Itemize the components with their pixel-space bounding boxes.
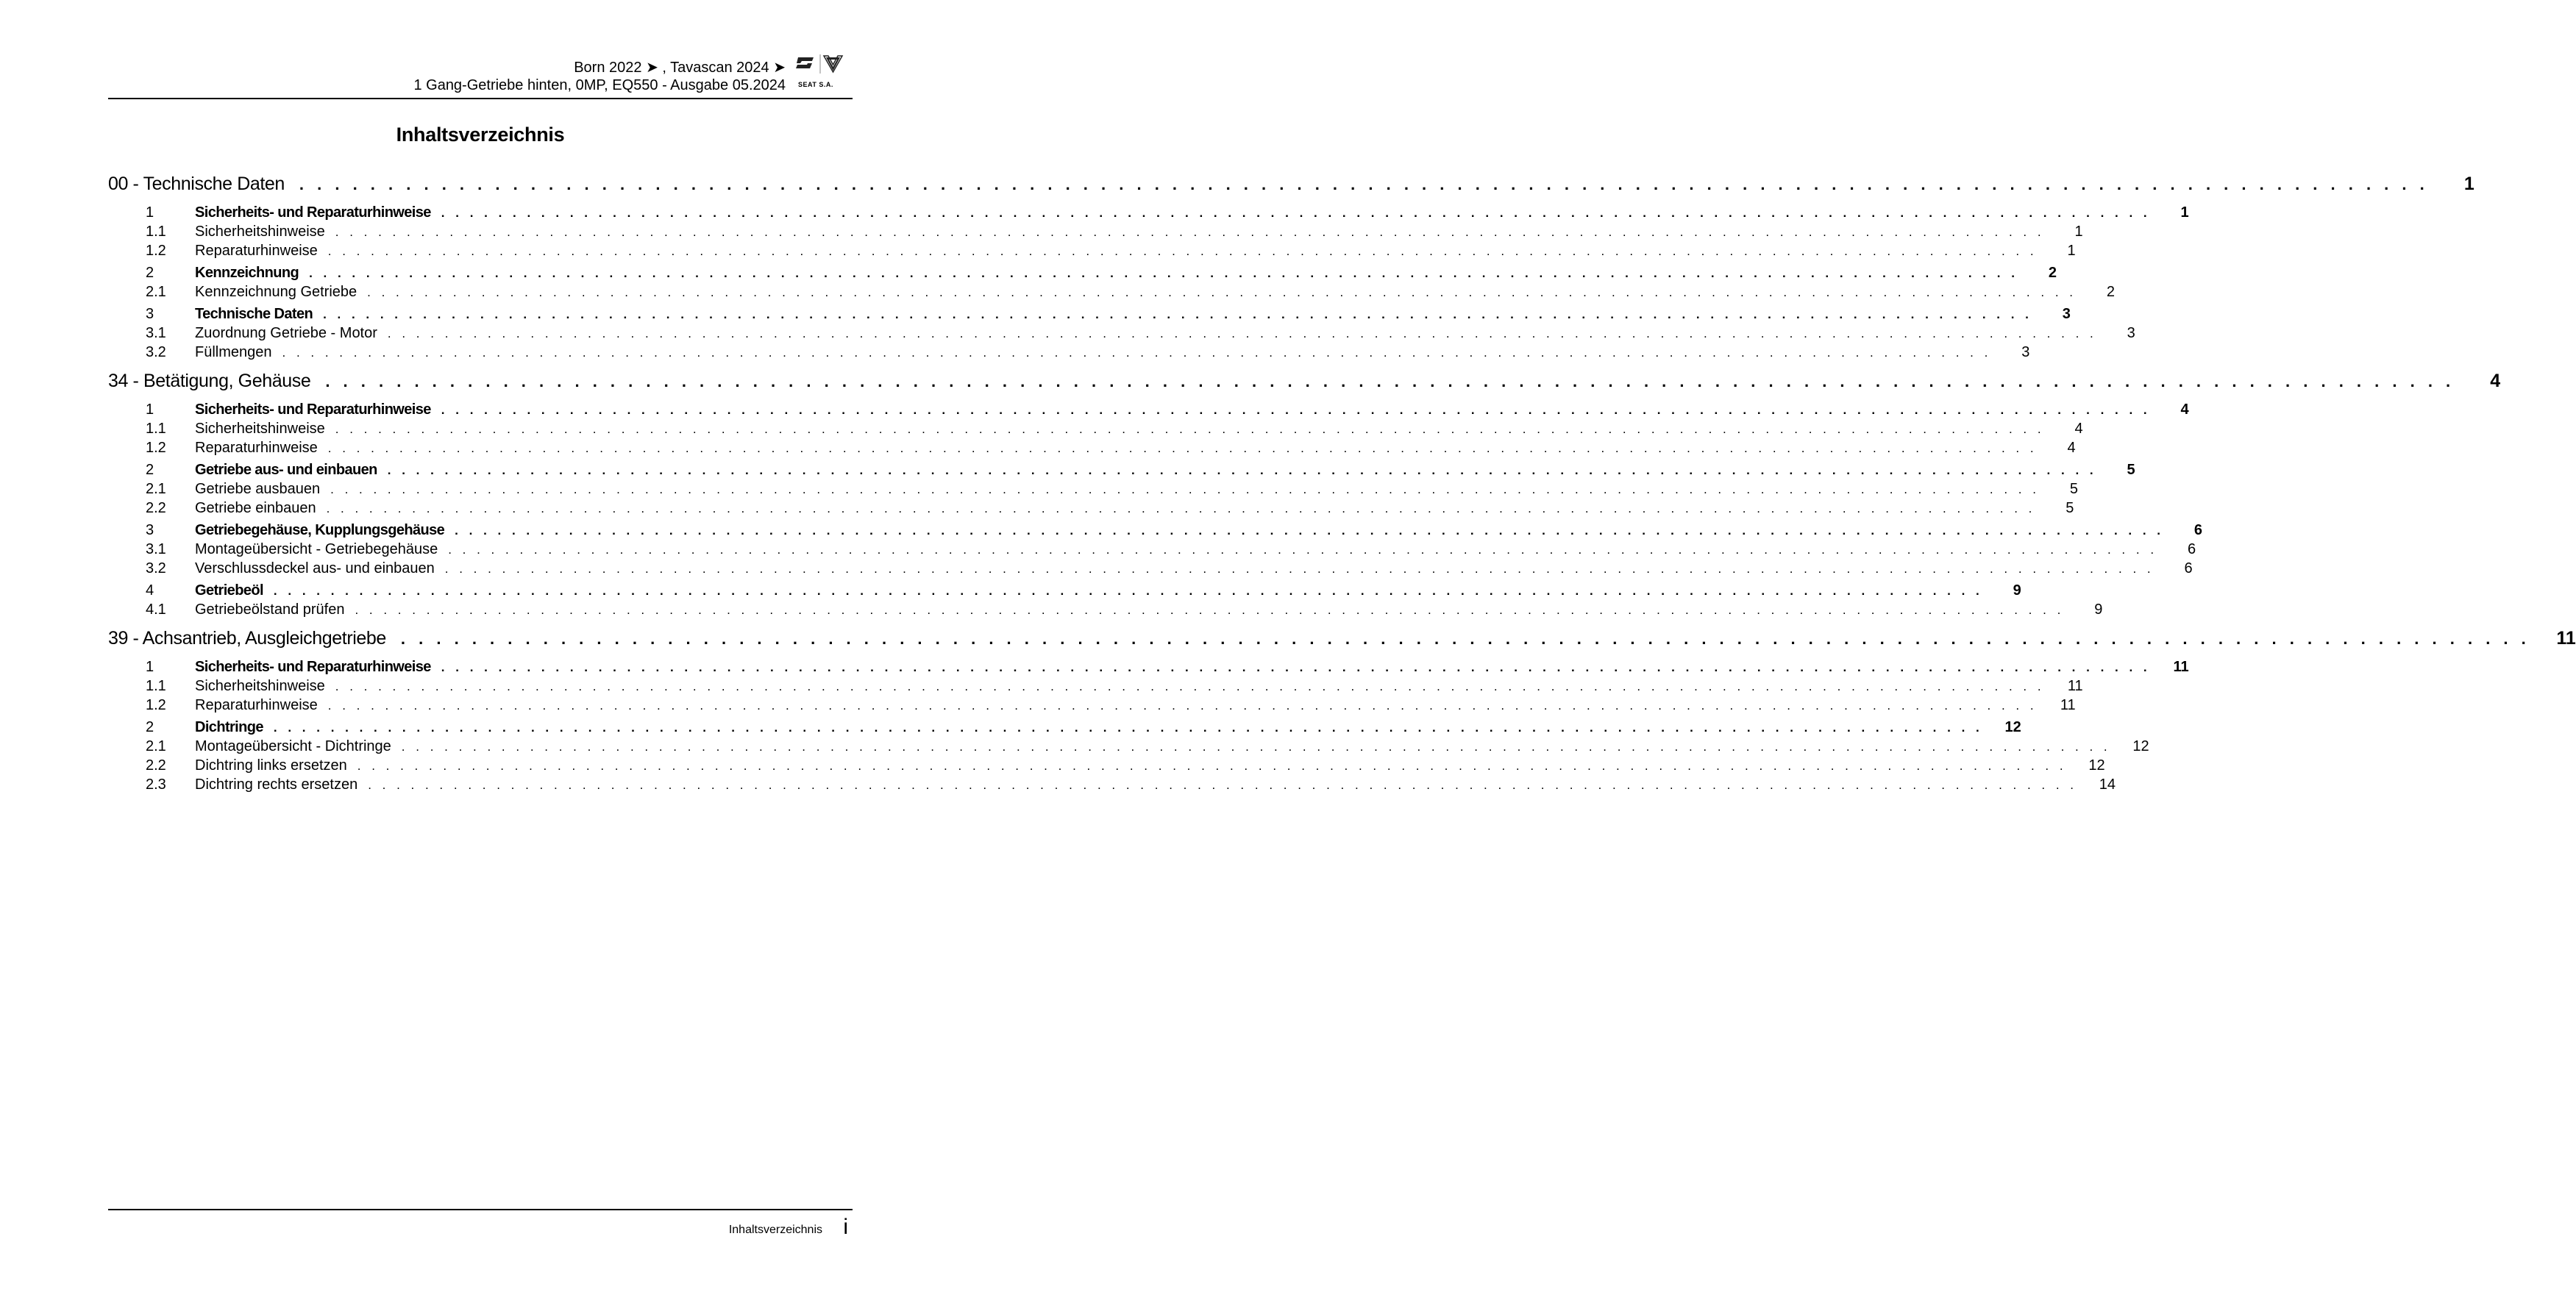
leader-dots: . . . . . . . . . . . . . . . . . . . . . . . . . . . . . . . . . . . . . . . . . . . . . . . . . . . . . . . . . . . . . . . . . . . . . . . . . . . . . . . . . . . . . . . . . . . . . . . . . . . . . . . . . . . . . . . . . . . . . . . . (455, 524, 2165, 538)
section-page: 3 (2062, 306, 2071, 322)
subsection-page: 1 (2067, 243, 2076, 259)
section-label: Dichtringe (195, 719, 263, 735)
subsection-label: Getriebe einbauen (195, 500, 316, 516)
leader-dots: . . . . . . . . . . . . . . . . . . . . . . . . . . . . . . . . . . . . . . . . . . . . . . . . . . . . . . . . . . . . . . . . . . . . . . . . . . . . . . . . . . . . . . . . . . . . . . . . . . . . . . . . . . . . . . . . . . . . . . . . (448, 543, 2158, 557)
subsection-page: 11 (2060, 697, 2076, 713)
toc-chapter-entry[interactable] (108, 371, 2501, 399)
leader-dots: . . . . . . . . . . . . . . . . . . . . . . . . . . . . . . . . . . . . . . . . . . . . . . . . . . . . . . . . . . . . . . . . . . . . . . . . . . . . . . . . . . . . . . . . . . . . . . . . . . . . . . . . . . . . . . . . . . . . . . . . (326, 501, 2036, 515)
running-header (413, 59, 786, 94)
toc-subsection-entry[interactable] (108, 481, 2078, 500)
leader-dots: . . . . . . . . . . . . . . . . . . . . . . . . . . . . . . . . . . . . . . . . . . . . . . . . . . . . . . . . . . . . . . . . . . . . . . . . . . . . . . . . . . . . . . . . . . . . . . . . . . . . . . . . . . . . . . . . . . . . . . . . (387, 326, 2097, 340)
leader-dots: . . . . . . . . . . . . . . . . . . . . . . . . . . . . . . . . . . . . . . . . . . . . . . . . . . . . . . . . . . . . . . . . . . . . . . . . . . . . . . . . . . . . . . . . . . . . . . . . . . . . . . . . . . . . . . . . . . . . . . . . (355, 603, 2065, 617)
toc-subsection-entry[interactable] (108, 500, 2074, 519)
leader-dots: . . . . . . . . . . . . . . . . . . . . . . . . . . . . . . . . . . . . . . . . . . . . . . . . . . . . . . . . . . . . . . . . . . . . . . . . . . . . . . . . . . . . . . . . . . . . . . . . . . . . . . . . . . . . . . . . . . . . . . . . (400, 629, 2530, 648)
toc-section-entry[interactable] (108, 204, 2189, 224)
toc-subsection-entry[interactable] (108, 738, 2149, 757)
chapter-page: 11 (2556, 628, 2576, 649)
footer-page-number: i (843, 1215, 848, 1239)
section-page: 1 (2180, 204, 2189, 221)
subsection-label: Reparaturhinweise (195, 697, 318, 713)
subsection-page: 6 (2184, 560, 2193, 576)
leader-dots: . . . . . . . . . . . . . . . . . . . . . . . . . . . . . . . . . . . . . . . . . . . . . . . . . . . . . . . . . . . . . . . . . . . . . . . . . . . . . . . . . . . . . . . . . . . . . . . . . . . . . . . . . . . . . . . . . . . . . . . . (327, 441, 2038, 455)
leader-dots: . . . . . . . . . . . . . . . . . . . . . . . . . . . . . . . . . . . . . . . . . . . . . . . . . . . . . . . . . . . . . . . . . . . . . . . . . . . . . . . . . . . . . . . . . . . . . . . . . . . . . . . . . . . . . . . . . . . . . . . . (330, 482, 2040, 496)
toc-subsection-entry[interactable] (108, 757, 2105, 776)
subsection-number: 1.1 (146, 678, 166, 694)
leader-dots: . . . . . . . . . . . . . . . . . . . . . . . . . . . . . . . . . . . . . . . . . . . . . . . . . . . . . . . . . . . . . . . . . . . . . . . . . . . . . . . . . . . . . . . . . . . . . . . . . . . . . . . . . . . . . . . . . . . . . . . . (441, 403, 2151, 417)
section-page: 4 (2180, 401, 2189, 418)
toc-subsection-entry[interactable] (108, 678, 2083, 697)
section-label: Getriebe aus- und einbauen (195, 462, 377, 478)
leader-dots: . . . . . . . . . . . . . . . . . . . . . . . . . . . . . . . . . . . . . . . . . . . . . . . . . . . . . . . . . . . . . . . . . . . . . . . . . . . . . . . . . . . . . . . . . . . . . . . . . . . . . . . . . . . . . . . . . . . . . . . . (335, 422, 2045, 436)
leader-dots: . . . . . . . . . . . . . . . . . . . . . . . . . . . . . . . . . . . . . . . . . . . . . . . . . . . . . . . . . . . . . . . . . . . . . . . . . . . . . . . . . . . . . . . . . . . . . . . . . . . . . . . . . . . . . . . . . . . . . . . . (273, 721, 1983, 735)
leader-dots: . . . . . . . . . . . . . . . . . . . . . . . . . . . . . . . . . . . . . . . . . . . . . . . . . . . . . . . . . . . . . . . . . . . . . . . . . . . . . . . . . . . . . . . . . . . . . . . . . . . . . . . . . . . . . . . . . . . . . . . . (357, 759, 2067, 773)
subsection-number: 1.2 (146, 243, 166, 259)
subsection-number: 3.1 (146, 541, 166, 557)
page-title: Inhaltsverzeichnis (396, 124, 565, 146)
subsection-number: 2.1 (146, 284, 166, 300)
subsection-page: 12 (2132, 738, 2149, 754)
subsection-label: Montageübersicht - Getriebegehäuse (195, 541, 438, 557)
leader-dots: . . . . . . . . . . . . . . . . . . . . . . . . . . . . . . . . . . . . . . . . . . . . . . . . . . . . . . . . . . . . . . . . . . . . . . . . . . . . . . . . . . . . . . . . . . . . . . . . . . . . . . . . . . . . . . . . . . . . . . . . (444, 562, 2155, 576)
subsection-label: Kennzeichnung Getriebe (195, 284, 357, 300)
subsection-page: 14 (2099, 776, 2116, 793)
subsection-page: 1 (2074, 224, 2083, 240)
subsection-label: Getriebe ausbauen (195, 481, 321, 497)
toc-section-entry[interactable] (108, 522, 2203, 541)
leader-dots: . . . . . . . . . . . . . . . . . . . . . . . . . . . . . . . . . . . . . . . . . . . . . . . . . . . . . . . . . . . . . . . . . . . . . . . . . . . . . . . . . . . . . . . . . . . . . . . . . . . . . . . . . . . . . . . . . . . . . . . . (441, 660, 2151, 674)
section-page: 6 (2193, 522, 2203, 538)
subsection-page: 4 (2074, 421, 2083, 437)
toc-subsection-entry[interactable] (108, 224, 2083, 243)
subsection-number: 2.1 (146, 738, 166, 754)
logo-caption: SEAT S.A. (798, 81, 833, 88)
footer-label: Inhaltsverzeichnis (728, 1224, 822, 1236)
leader-dots: . . . . . . . . . . . . . . . . . . . . . . . . . . . . . . . . . . . . . . . . . . . . . . . . . . . . . . . . . . . . . . . . . . . . . . . . . . . . . . . . . . . . . . . . . . . . . . . . . . . . . . . . . . . . . . . . . . . . . . . . (309, 266, 2018, 280)
section-label: Sicherheits- und Reparaturhinweise (195, 204, 431, 221)
subsection-label: Zuordnung Getriebe - Motor (195, 325, 377, 341)
subsection-page: 2 (2106, 284, 2115, 300)
toc-chapter-entry[interactable] (108, 174, 2474, 201)
subsection-page: 9 (2094, 601, 2103, 618)
leader-dots: . . . . . . . . . . . . . . . . . . . . . . . . . . . . . . . . . . . . . . . . . . . . . . . . . . . . . . . . . . . . . . . . . . . . . . . . . . . . . . . . . . . . . . . . . . . . . . . . . . . . . . . . . . . . . . . . . . . . . . . . (282, 346, 1992, 360)
toc-subsection-entry[interactable] (108, 440, 2076, 459)
subsection-label: Füllmengen (195, 344, 272, 360)
section-number: 3 (146, 306, 154, 322)
leader-dots: . . . . . . . . . . . . . . . . . . . . . . . . . . . . . . . . . . . . . . . . . . . . . . . . . . . . . . . . . . . . . . . . . . . . . . . . . . . . . . . . . . . . . . . . . . . . . . . . . . . . . . . . . . . . . . . . . . . . . . . . (299, 175, 2429, 193)
subsection-number: 3.2 (146, 344, 166, 360)
subsection-number: 1.2 (146, 697, 166, 713)
subsection-number: 1.2 (146, 440, 166, 456)
leader-dots: . . . . . . . . . . . . . . . . . . . . . . . . . . . . . . . . . . . . . . . . . . . . . . . . . . . . . . . . . . . . . . . . . . . . . . . . . . . . . . . . . . . . . . . . . . . . . . . . . . . . . . . . . . . . . . . . . . . . . . . . (441, 206, 2151, 220)
subsection-page: 11 (2067, 678, 2083, 694)
toc-subsection-entry[interactable] (108, 344, 2030, 363)
chapter-page: 1 (2463, 174, 2474, 194)
toc-section-entry[interactable] (108, 265, 2057, 284)
header-edition: 1 Gang-Getriebe hinten, 0MP, EQ550 - Ausgabe 05.2024 (413, 77, 786, 93)
header-rule (108, 98, 853, 99)
section-number: 4 (146, 582, 154, 599)
section-page: 2 (2048, 265, 2057, 281)
section-number: 3 (146, 522, 154, 538)
toc-subsection-entry[interactable] (108, 421, 2083, 440)
subsection-number: 1.1 (146, 224, 166, 240)
section-number: 2 (146, 265, 154, 281)
chapter-title: 34 - Betätigung, Gehäuse (108, 371, 311, 391)
subsection-number: 3.1 (146, 325, 166, 341)
section-label: Sicherheits- und Reparaturhinweise (195, 659, 431, 675)
subsection-label: Reparaturhinweise (195, 243, 318, 259)
section-label: Technische Daten (195, 306, 313, 322)
subsection-label: Getriebeölstand prüfen (195, 601, 345, 618)
leader-dots: . . . . . . . . . . . . . . . . . . . . . . . . . . . . . . . . . . . . . . . . . . . . . . . . . . . . . . . . . . . . . . . . . . . . . . . . . . . . . . . . . . . . . . . . . . . . . . . . . . . . . . . . . . . . . . . . . . . . . . . . (327, 699, 2038, 713)
subsection-number: 2.2 (146, 500, 166, 516)
toc-subsection-entry[interactable] (108, 601, 2103, 621)
subsection-page: 12 (2088, 757, 2105, 774)
leader-dots: . . . . . . . . . . . . . . . . . . . . . . . . . . . . . . . . . . . . . . . . . . . . . . . . . . . . . . . . . . . . . . . . . . . . . . . . . . . . . . . . . . . . . . . . . . . . . . . . . . . . . . . . . . . . . . . . . . . . . . . . (323, 307, 2032, 321)
leader-dots: . . . . . . . . . . . . . . . . . . . . . . . . . . . . . . . . . . . . . . . . . . . . . . . . . . . . . . . . . . . . . . . . . . . . . . . . . . . . . . . . . . . . . . . . . . . . . . . . . . . . . . . . . . . . . . . . . . . . . . . . (335, 225, 2045, 239)
subsection-page: 3 (2127, 325, 2135, 341)
subsection-label: Reparaturhinweise (195, 440, 318, 456)
subsection-number: 2.2 (146, 757, 166, 774)
subsection-label: Sicherheitshinweise (195, 678, 325, 694)
toc-subsection-entry[interactable] (108, 541, 2196, 560)
subsection-number: 3.2 (146, 560, 166, 576)
table-of-contents (108, 174, 2576, 796)
leader-dots: . . . . . . . . . . . . . . . . . . . . . . . . . . . . . . . . . . . . . . . . . . . . . . . . . . . . . . . . . . . . . . . . . . . . . . . . . . . . . . . . . . . . . . . . . . . . . . . . . . . . . . . . . . . . . . . . . . . . . . . . (367, 285, 2077, 299)
toc-subsection-entry[interactable] (108, 325, 2135, 344)
subsection-number: 1.1 (146, 421, 166, 437)
leader-dots: . . . . . . . . . . . . . . . . . . . . . . . . . . . . . . . . . . . . . . . . . . . . . . . . . . . . . . . . . . . . . . . . . . . . . . . . . . . . . . . . . . . . . . . . . . . . . . . . . . . . . . . . . . . . . . . . . . . . . . . . (327, 244, 2038, 258)
subsection-page: 5 (2069, 481, 2078, 497)
section-page: 9 (2013, 582, 2021, 599)
subsection-label: Dichtring rechts ersetzen (195, 776, 358, 793)
section-number: 1 (146, 659, 154, 675)
leader-dots: . . . . . . . . . . . . . . . . . . . . . . . . . . . . . . . . . . . . . . . . . . . . . . . . . . . . . . . . . . . . . . . . . . . . . . . . . . . . . . . . . . . . . . . . . . . . . . . . . . . . . . . . . . . . . . . . . . . . . . . . (368, 778, 2078, 792)
leader-dots: . . . . . . . . . . . . . . . . . . . . . . . . . . . . . . . . . . . . . . . . . . . . . . . . . . . . . . . . . . . . . . . . . . . . . . . . . . . . . . . . . . . . . . . . . . . . . . . . . . . . . . . . . . . . . . . . . . . . . . . . (273, 584, 1983, 598)
chapter-page: 4 (2490, 371, 2501, 391)
section-page: 11 (2173, 659, 2189, 675)
chapter-title: 00 - Technische Daten (108, 174, 285, 194)
subsection-page: 4 (2067, 440, 2076, 456)
toc-subsection-entry[interactable] (108, 560, 2193, 579)
section-label: Getriebegehäuse, Kupplungsgehäuse (195, 522, 445, 538)
subsection-number: 2.3 (146, 776, 166, 793)
subsection-label: Dichtring links ersetzen (195, 757, 347, 774)
header-models: Born 2022 ➤ , Tavascan 2024 ➤ (574, 60, 786, 76)
toc-section-entry[interactable] (108, 462, 2135, 481)
toc-subsection-entry[interactable] (108, 776, 2116, 796)
subsection-label: Sicherheitshinweise (195, 224, 325, 240)
subsection-page: 6 (2187, 541, 2196, 557)
section-number: 2 (146, 462, 154, 478)
subsection-label: Sicherheitshinweise (195, 421, 325, 437)
toc-section-entry[interactable] (108, 719, 2021, 738)
leader-dots: . . . . . . . . . . . . . . . . . . . . . . . . . . . . . . . . . . . . . . . . . . . . . . . . . . . . . . . . . . . . . . . . . . . . . . . . . . . . . . . . . . . . . . . . . . . . . . . . . . . . . . . . . . . . . . . . . . . . . . . . (401, 740, 2111, 754)
section-page: 12 (2004, 719, 2021, 735)
section-number: 2 (146, 719, 154, 735)
subsection-label: Montageübersicht - Dichtringe (195, 738, 391, 754)
toc-subsection-entry[interactable] (108, 243, 2076, 262)
chapter-title: 39 - Achsantrieb, Ausgleichgetriebe (108, 628, 386, 649)
toc-section-entry[interactable] (108, 306, 2071, 325)
section-label: Getriebeöl (195, 582, 263, 599)
toc-subsection-entry[interactable] (108, 284, 2115, 303)
leader-dots: . . . . . . . . . . . . . . . . . . . . . . . . . . . . . . . . . . . . . . . . . . . . . . . . . . . . . . . . . . . . . . . . . . . . . . . . . . . . . . . . . . . . . . . . . . . . . . . . . . . . . . . . . . . . . . . . . . . . . . . . (387, 463, 2097, 477)
section-number: 1 (146, 204, 154, 221)
subsection-number: 4.1 (146, 601, 166, 618)
toc-chapter-entry[interactable] (108, 628, 2576, 656)
subsection-label: Verschlussdeckel aus- und einbauen (195, 560, 435, 576)
toc-section-entry[interactable] (108, 659, 2189, 678)
subsection-number: 2.1 (146, 481, 166, 497)
subsection-page: 5 (2066, 500, 2074, 516)
section-label: Sicherheits- und Reparaturhinweise (195, 401, 431, 418)
toc-section-entry[interactable] (108, 401, 2189, 421)
section-number: 1 (146, 401, 154, 418)
leader-dots: . . . . . . . . . . . . . . . . . . . . . . . . . . . . . . . . . . . . . . . . . . . . . . . . . . . . . . . . . . . . . . . . . . . . . . . . . . . . . . . . . . . . . . . . . . . . . . . . . . . . . . . . . . . . . . . . . . . . . . . . (325, 372, 2455, 390)
leader-dots: . . . . . . . . . . . . . . . . . . . . . . . . . . . . . . . . . . . . . . . . . . . . . . . . . . . . . . . . . . . . . . . . . . . . . . . . . . . . . . . . . . . . . . . . . . . . . . . . . . . . . . . . . . . . . . . . . . . . . . . . (335, 679, 2045, 693)
subsection-page: 3 (2021, 344, 2030, 360)
section-page: 5 (2127, 462, 2135, 478)
toc-section-entry[interactable] (108, 582, 2021, 601)
section-label: Kennzeichnung (195, 265, 299, 281)
footer-rule (108, 1209, 853, 1210)
toc-subsection-entry[interactable] (108, 697, 2076, 716)
